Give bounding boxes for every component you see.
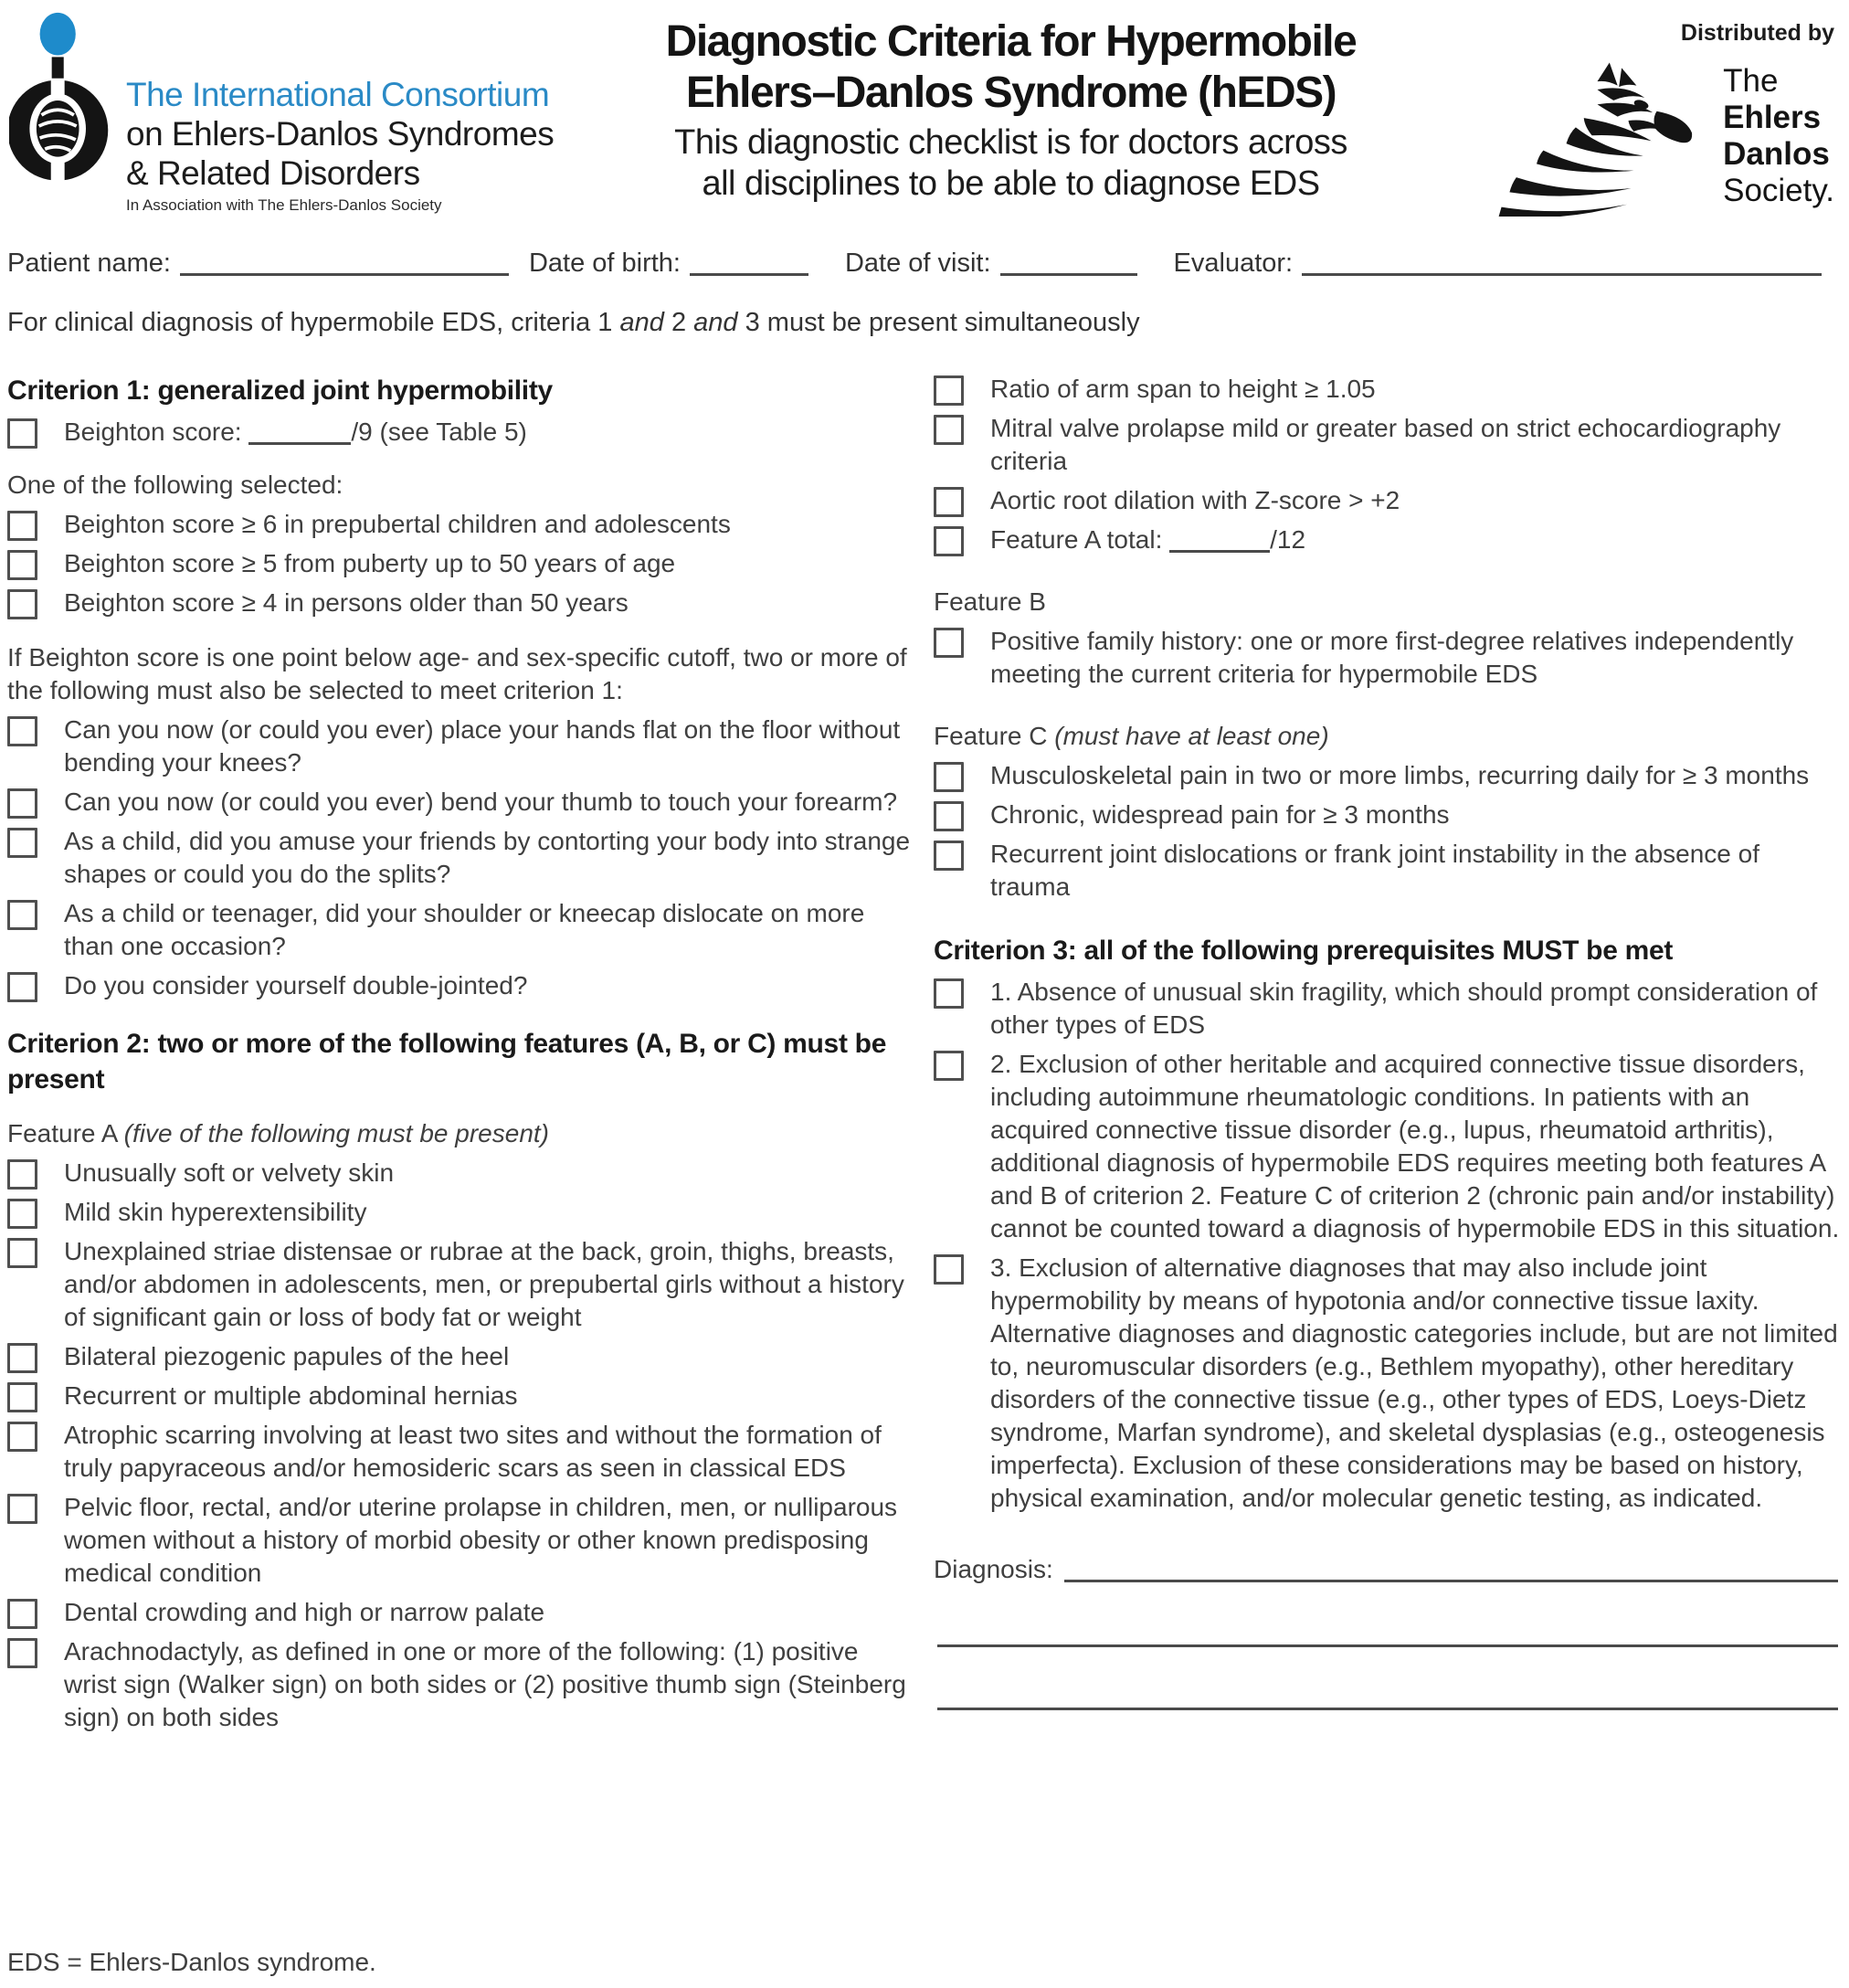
checklist-item (934, 1252, 1840, 1515)
checklist-item (7, 1635, 912, 1734)
intro-seg1: For clinical diagnosis of hypermobile EDS, criteria 1 (7, 308, 613, 337)
checklist-item-label: Ratio of arm span to height ≥ 1.05 (990, 375, 1376, 403)
feature-a-label (7, 1117, 912, 1150)
criterion-1-heading: Criterion 1: generalized joint hypermobility (7, 375, 553, 406)
checklist-columns (7, 373, 1840, 1740)
consortium-name-line2: on Ehlers-Danlos Syndromes (126, 115, 555, 153)
checklist-item-label: Recurrent joint dislocations or frank joint instability in the absence of trauma (990, 840, 1759, 901)
checklist-item (7, 587, 912, 619)
checklist-item (934, 976, 1840, 1042)
header (0, 0, 1849, 214)
checklist-item-label: Recurrent or multiple abdominal hernias (64, 1381, 518, 1410)
feature-a-total-prefix: Feature A total: (990, 525, 1163, 554)
evaluator-field[interactable] (1302, 273, 1822, 276)
consortium-name-line1: The International Consortium (126, 76, 550, 113)
society-line4: Society. (1723, 173, 1834, 208)
checklist-item (7, 897, 912, 963)
checklist-item (7, 714, 912, 779)
checklist-item (934, 759, 1840, 792)
date-of-visit-label: Date of visit: (844, 248, 991, 278)
checklist-item (7, 1157, 912, 1190)
checkbox[interactable] (7, 1638, 37, 1668)
checklist-item (934, 1048, 1840, 1245)
checkbox[interactable] (7, 972, 37, 1002)
checkbox[interactable] (7, 511, 37, 541)
page-title-line2: Ehlers–Danlos Syndrome (hEDS) (685, 69, 1337, 117)
checklist-item-label: As a child or teenager, did your shoulder or kneecap dislocate on more than one occasion? (64, 899, 865, 960)
checklist-item (934, 373, 1840, 406)
intro-note (7, 308, 1840, 338)
checklist-item-label: Can you now (or could you ever) place your hands flat on the floor without bending your knees? (64, 715, 901, 777)
feature-a-label-text: Feature A (7, 1119, 117, 1147)
checklist-item-label: Pelvic floor, rectal, and/or uterine prolapse in children, men, or nulliparous women without a history of morbid obesity or other known predisposing medical condition (64, 1493, 898, 1587)
feature-a-total-suffix: /12 (1270, 525, 1306, 554)
society-name (1723, 63, 1834, 209)
feature-a-total-text (990, 523, 1840, 556)
date-of-birth-label: Date of birth: (528, 248, 681, 278)
page-subtitle-line2: all disciplines to be able to diagnose EDS (702, 164, 1320, 203)
date-of-visit-field[interactable] (1000, 273, 1137, 276)
checklist-item (7, 825, 912, 891)
checkbox[interactable] (7, 716, 37, 746)
checklist-item (7, 1340, 912, 1373)
checkbox[interactable] (7, 1599, 37, 1629)
checkbox[interactable] (7, 828, 37, 858)
checkbox[interactable] (7, 1494, 37, 1524)
checkbox[interactable] (7, 550, 37, 580)
checklist-item (934, 625, 1840, 691)
cutoff-note: If Beighton score is one point below age- and sex-specific cutoff, two or more of the following must also be selected to meet criterion 1: (7, 643, 907, 704)
checklist-item (7, 1491, 912, 1590)
page-subtitle (580, 122, 1442, 205)
distributed-by-label: Distributed by (1680, 20, 1834, 46)
checklist-item (7, 786, 912, 819)
intro-and2: and (693, 308, 738, 337)
checkbox[interactable] (934, 487, 964, 517)
checklist-item-label: Chronic, widespread pain for ≥ 3 months (990, 800, 1450, 829)
checklist-item-label: 1. Absence of unusual skin fragility, which should prompt consideration of other types of EDS (990, 978, 1818, 1039)
checklist-item (7, 547, 912, 580)
checklist-item-label: Arachnodactyly, as defined in one or more of the following: (1) positive wrist sign (Walker sign) on both sides or (2) positive thumb sign (Steinberg sign) on both sides (64, 1637, 906, 1731)
left-column (7, 373, 924, 1740)
checklist-item-label: Mild skin hyperextensibility (64, 1198, 367, 1226)
beighton-score-text (64, 416, 912, 449)
feature-a-note: (five of the following must be present) (123, 1119, 549, 1147)
checklist-item-label: Unexplained striae distensae or rubrae at the back, groin, thighs, breasts, and/or abdomen in adolescents, men, or prepubertal girls without a history of significant gain or loss of body fat or weight (64, 1237, 904, 1331)
society-line3: Danlos (1723, 136, 1830, 172)
feature-c-label (934, 720, 1840, 753)
checkbox[interactable] (7, 1343, 37, 1373)
page-title-line1: Diagnostic Criteria for Hypermobile (665, 17, 1357, 66)
checkbox[interactable] (934, 978, 964, 1009)
society-brand (1442, 11, 1834, 208)
checklist-item-label: Dental crowding and high or narrow palate (64, 1598, 545, 1626)
checkbox[interactable] (7, 1422, 37, 1452)
checkbox[interactable] (934, 375, 964, 406)
intro-seg2: 2 (671, 308, 687, 337)
checklist-item-label: Do you consider yourself double-jointed? (64, 971, 528, 999)
beighton-score-suffix: /9 (see Table 5) (351, 418, 527, 446)
checkbox[interactable] (7, 900, 37, 930)
criterion-2-heading: Criterion 2: two or more of the following features (A, B, or C) must be present (7, 1029, 887, 1094)
checkbox[interactable] (934, 628, 964, 658)
checkbox[interactable] (7, 1199, 37, 1229)
right-column (924, 373, 1840, 1710)
diagnosis-extra-line-1[interactable] (937, 1644, 1838, 1647)
patient-info-row (7, 248, 1822, 279)
society-line1: The (1723, 63, 1779, 99)
feature-b-label: Feature B (934, 587, 1046, 616)
checklist-item (934, 798, 1840, 831)
checklist-item (934, 484, 1840, 517)
feature-c-note: (must have at least one) (1054, 722, 1329, 750)
checkbox[interactable] (7, 1382, 37, 1412)
checklist-item-label: Aortic root dilation with Z-score > +2 (990, 486, 1400, 514)
checkbox[interactable] (7, 1159, 37, 1190)
checklist-item-label: As a child, did you amuse your friends by contorting your body into strange shapes or could you do the splits? (64, 827, 911, 888)
checklist-item-label: Bilateral piezogenic papules of the heel (64, 1342, 510, 1370)
patient-name-field[interactable] (180, 273, 509, 276)
intro-seg3: 3 must be present simultaneously (745, 308, 1140, 337)
diagnosis-field[interactable] (1064, 1580, 1838, 1582)
checkbox[interactable] (934, 762, 964, 792)
document-title-block (580, 11, 1442, 203)
checkbox[interactable] (7, 788, 37, 819)
feature-a-total-field[interactable] (1169, 550, 1270, 553)
checklist-item (7, 969, 912, 1002)
checkbox[interactable] (7, 1238, 37, 1268)
patient-name-label: Patient name: (7, 248, 171, 278)
checklist-item-label: Beighton score ≥ 4 in persons older than 50 years (64, 588, 629, 617)
checklist-item-label: Musculoskeletal pain in two or more limbs, recurring daily for ≥ 3 months (990, 761, 1810, 789)
beighton-score-item (7, 416, 912, 449)
checkbox[interactable] (934, 801, 964, 831)
checklist-item (7, 508, 912, 541)
checklist-item-label: 2. Exclusion of other heritable and acquired connective tissue disorders, including autoimmune rheumatologic conditions. In patients with an acquired connective tissue disorder (e.g., lupus, rheumatoid arthritis), additional diagnosis of hypermobile EDS requires meeting both features A and B of criterion 2. Feature C of criterion 2 (chronic pain and/or instability) cannot be counted toward a diagnosis of hypermobile EDS in this situation. (990, 1050, 1840, 1242)
diagnosis-label: Diagnosis: (934, 1555, 1053, 1583)
checklist-item-label: Beighton score ≥ 6 in prepubertal children and adolescents (64, 510, 731, 538)
evaluator-label: Evaluator: (1173, 248, 1294, 278)
checkbox[interactable] (7, 418, 37, 449)
checklist-item-label: 3. Exclusion of alternative diagnoses that may also include joint hypermobility by means of hypotonia and/or connective tissue laxity. Alternative diagnoses and diagnostic categories include, but are not limited to, neuromuscular disorders (e.g., Bethlem myopathy), other hereditary disorders of the connective tissue (e.g., other types of EDS, Loeys-Dietz syndrome, Marfan syndrome), and skeletal dysplasias (e.g., osteogenesis imperfecta). Exclusion of these considerations may be based on history, physical examination, and/or molecular genetic testing, as indicated. (990, 1253, 1838, 1512)
checklist-item (934, 838, 1840, 904)
checkbox[interactable] (7, 589, 37, 619)
criterion-3-heading: Criterion 3: all of the following prerequisites MUST be met (934, 936, 1674, 966)
checkbox[interactable] (934, 415, 964, 445)
checklist-item-label: Can you now (or could you ever) bend your thumb to touch your forearm? (64, 788, 898, 816)
consortium-tagline: In Association with The Ehlers-Danlos Society (126, 196, 442, 214)
checkbox[interactable] (934, 841, 964, 871)
checklist-item-label: Atrophic scarring involving at least two sites and without the formation of truly papyraceous and/or hemosideric scars as seen in classical EDS (64, 1421, 882, 1482)
checklist-item (934, 412, 1840, 478)
checklist-item (7, 1235, 912, 1334)
beighton-score-prefix: Beighton score: (64, 418, 242, 446)
checklist-item (7, 1419, 912, 1485)
checklist-item (7, 1380, 912, 1412)
checklist-item-label: Mitral valve prolapse mild or greater based on strict echocardiography criteria (990, 414, 1781, 475)
feature-a-total-item (934, 523, 1840, 556)
one-of-following-label: One of the following selected: (7, 471, 343, 499)
consortium-name-line3: & Related Disorders (126, 154, 420, 192)
intro-and1: and (619, 308, 664, 337)
checkbox[interactable] (934, 1254, 964, 1285)
consortium-name (126, 75, 555, 214)
consortium-logo-icon (9, 11, 111, 190)
diagnosis-row (934, 1555, 1840, 1584)
date-of-birth-field[interactable] (690, 273, 808, 276)
zebra-head-icon (1484, 61, 1714, 217)
diagnosis-extra-line-2[interactable] (937, 1708, 1838, 1710)
page-title (580, 16, 1442, 119)
checklist-item-label: Positive family history: one or more first-degree relatives independently meeting the current criteria for hypermobile EDS (990, 627, 1794, 688)
checklist-item (7, 1196, 912, 1229)
feature-c-label-text: Feature C (934, 722, 1048, 750)
beighton-score-field[interactable] (248, 442, 351, 445)
checkbox[interactable] (934, 1051, 964, 1081)
checklist-item-label: Beighton score ≥ 5 from puberty up to 50 years of age (64, 549, 676, 577)
consortium-brand (9, 11, 580, 214)
page-subtitle-line1: This diagnostic checklist is for doctors across (674, 123, 1347, 162)
society-line2: Ehlers (1723, 100, 1822, 135)
checklist-item (7, 1596, 912, 1629)
checklist-item-label: Unusually soft or velvety skin (64, 1158, 395, 1187)
eds-footnote: EDS = Ehlers-Danlos syndrome. (7, 1948, 376, 1976)
checkbox[interactable] (934, 526, 964, 556)
